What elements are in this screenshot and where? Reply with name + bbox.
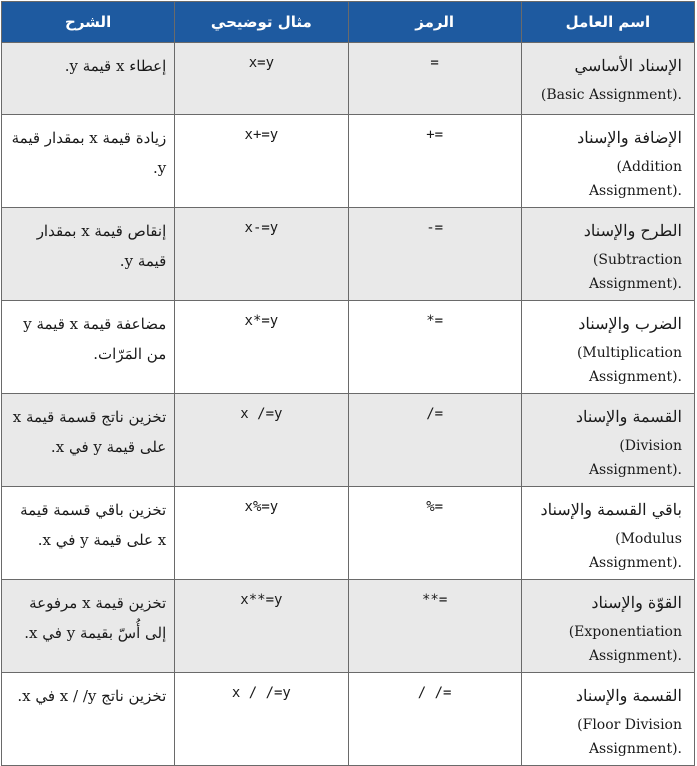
operator-name-arabic: الطرح والإسناد [583,221,682,240]
operator-name-arabic: القسمة والإسناد [575,407,682,426]
operator-example: x%=y [175,487,348,580]
operator-example: x-=y [175,208,348,301]
table-row [2,43,695,115]
table-row [2,673,695,766]
operator-example: x+=y [175,115,348,208]
header-description: الشرح [2,2,175,43]
operator-description: تخزين باقي قسمة قيمة x على قيمة y في x. [2,487,175,580]
operator-name-english: (Addition Assignment). [588,159,682,199]
operator-description: مضاعفة قيمة x قيمة y من المَرّات. [2,301,175,394]
operator-name-arabic: القسمة والإسناد [575,686,682,705]
operator-symbol: /= [348,394,521,487]
operator-name-english: (Modulus Assignment). [588,531,682,571]
operator-name-cell [521,115,694,208]
operators-table [1,1,695,766]
table-row [2,301,695,394]
table-row [2,487,695,580]
operator-name-arabic: الضرب والإسناد [578,314,682,333]
operator-name-arabic: الإضافة والإسناد [577,128,682,147]
table-row [2,115,695,208]
operator-description: تخزين ناتج x / /y في x. [2,673,175,766]
operator-description: زيادة قيمة x بمقدار قيمة y. [2,115,175,208]
operator-example: x / /=y [175,673,348,766]
operator-example: x /=y [175,394,348,487]
operator-symbol: / /= [348,673,521,766]
table-row [2,580,695,673]
operator-symbol: = [348,43,521,115]
operator-name-cell [521,487,694,580]
operator-example: x*=y [175,301,348,394]
header-example: مثال توضيحي [175,2,348,43]
operator-description: إنقاص قيمة x بمقدار قيمة y. [2,208,175,301]
operator-name-english: (Floor Division Assignment). [577,717,682,757]
operator-symbol: -= [348,208,521,301]
operator-description: تخزين ناتج قسمة قيمة x على قيمة y في x. [2,394,175,487]
operator-name-cell [521,208,694,301]
operator-name-english: (Basic Assignment). [540,87,682,103]
operator-symbol: += [348,115,521,208]
operator-description: تخزين قيمة x مرفوعة إلى أُسّ بقيمة y في x. [2,580,175,673]
operator-name-arabic: القوّة والإسناد [591,593,682,612]
operator-example: x=y [175,43,348,115]
header-operator-name: اسم العامل [521,2,694,43]
operator-description: إعطاء x قيمة y. [2,43,175,115]
operator-name-cell [521,301,694,394]
operator-name-english: (Multiplication Assignment). [576,345,682,385]
operator-name-english: (Division Assignment). [588,438,682,478]
operator-name-english: (Exponentiation Assignment). [568,624,682,664]
operator-symbol: %= [348,487,521,580]
operator-symbol: *= [348,301,521,394]
operator-example: x**=y [175,580,348,673]
operator-name-cell [521,580,694,673]
header-symbol: الرمز [348,2,521,43]
operator-name-arabic: الإسناد الأساسي [574,56,682,75]
table-row [2,394,695,487]
operator-name-arabic: باقي القسمة والإسناد [540,500,682,519]
operator-name-cell [521,394,694,487]
table-row [2,208,695,301]
operator-name-cell [521,43,694,115]
operator-symbol: **= [348,580,521,673]
operator-name-cell [521,673,694,766]
header-row [2,2,695,43]
operator-name-english: (Subtraction Assignment). [588,252,682,292]
